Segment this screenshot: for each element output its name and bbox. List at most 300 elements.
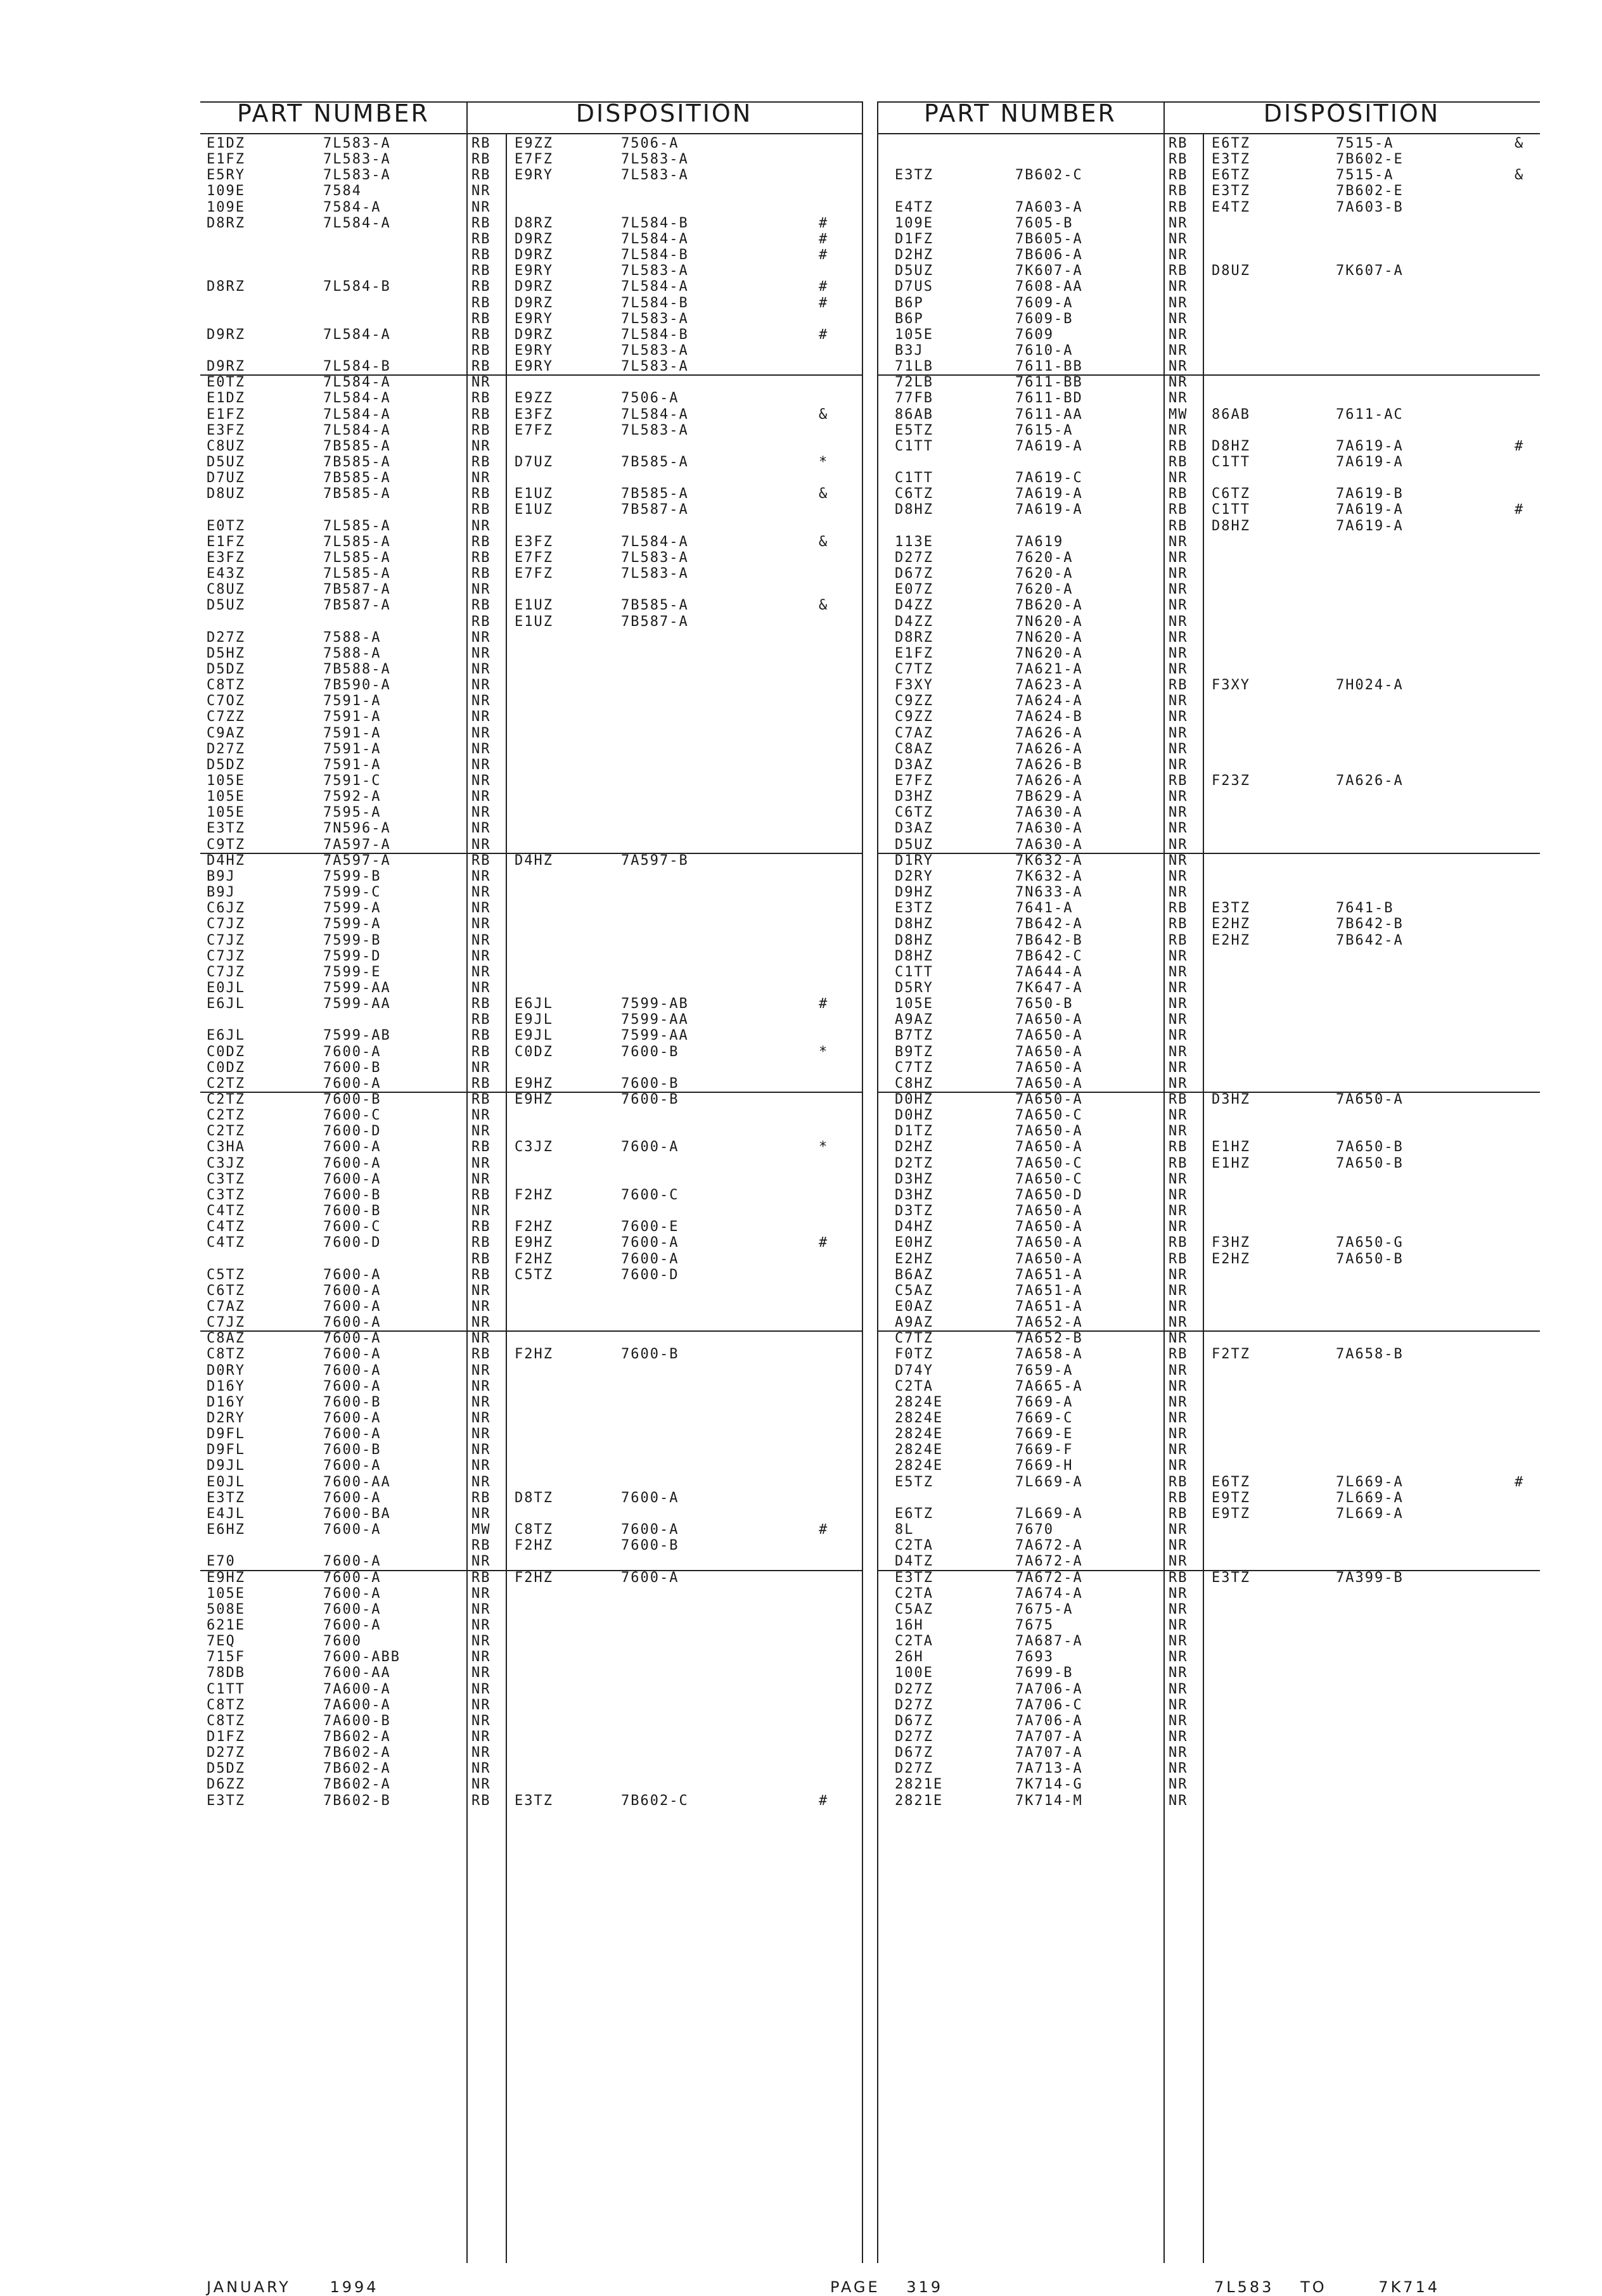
disposition-code: NR bbox=[1169, 1665, 1188, 1681]
replacement-base: 7L669-A bbox=[1336, 1505, 1404, 1522]
disposition-code: RB bbox=[471, 533, 491, 550]
disposition-code: RB bbox=[1169, 1346, 1188, 1363]
disposition-code: NR bbox=[471, 677, 491, 694]
part-base: 7600-AA bbox=[323, 1665, 391, 1681]
disposition-code: NR bbox=[1169, 326, 1188, 343]
part-prefix: D67Z bbox=[895, 566, 933, 582]
disposition-code: NR bbox=[471, 1155, 491, 1171]
note-mark: # bbox=[819, 279, 829, 295]
replacement-prefix: E1HZ bbox=[1212, 1155, 1250, 1171]
left-top-rule bbox=[200, 101, 862, 103]
disposition-code: NR bbox=[471, 916, 491, 933]
disposition-code: RB bbox=[1169, 1489, 1188, 1506]
part-prefix: 109E bbox=[207, 183, 245, 200]
disposition-code: NR bbox=[1169, 359, 1188, 375]
part-base: 7L585-A bbox=[323, 549, 391, 566]
part-prefix: D74Y bbox=[895, 1362, 933, 1379]
part-prefix: C1TT bbox=[895, 438, 933, 454]
part-base: 7600-A bbox=[323, 1346, 381, 1363]
part-prefix: D1FZ bbox=[895, 231, 933, 247]
part-base: 7A713-A bbox=[1015, 1761, 1083, 1777]
part-prefix: 2824E bbox=[895, 1426, 944, 1443]
note-mark: * bbox=[819, 1139, 829, 1156]
part-base: 7A658-A bbox=[1015, 1346, 1083, 1363]
disposition-code: RB bbox=[471, 295, 491, 311]
replacement-base: 7L584-B bbox=[621, 326, 689, 343]
part-base: 7B642-B bbox=[1015, 932, 1083, 948]
disposition-code: NR bbox=[1169, 231, 1188, 247]
disposition-code: NR bbox=[1169, 629, 1188, 646]
disposition-code: NR bbox=[1169, 549, 1188, 566]
replacement-prefix: D7UZ bbox=[515, 454, 553, 470]
part-prefix: 715F bbox=[207, 1649, 245, 1666]
part-base: 7A665-A bbox=[1015, 1378, 1083, 1394]
part-prefix: C2TZ bbox=[207, 1123, 245, 1140]
disposition-code: RB bbox=[471, 1235, 491, 1251]
part-prefix: C1TT bbox=[895, 470, 933, 487]
part-prefix: D1FZ bbox=[207, 1729, 245, 1745]
disposition-code: NR bbox=[1169, 725, 1188, 741]
part-prefix: E07Z bbox=[895, 582, 933, 598]
part-prefix: D9FL bbox=[207, 1442, 245, 1458]
replacement-prefix: E9RY bbox=[515, 263, 553, 279]
disposition-code: RB bbox=[471, 1012, 491, 1028]
part-prefix: C7JZ bbox=[207, 1315, 245, 1331]
part-base: 7600-A bbox=[323, 1282, 381, 1299]
part-prefix: C7JZ bbox=[207, 948, 245, 964]
replacement-prefix: E3TZ bbox=[1212, 900, 1250, 917]
part-base: 7599-A bbox=[323, 900, 381, 917]
disposition-code: NR bbox=[471, 1585, 491, 1602]
part-base: 7600-AA bbox=[323, 1474, 391, 1490]
part-prefix: C2TA bbox=[895, 1633, 933, 1650]
part-prefix: C7JZ bbox=[207, 932, 245, 948]
part-base: 7A619-A bbox=[1015, 438, 1083, 454]
part-prefix: A9AZ bbox=[895, 1012, 933, 1028]
replacement-prefix: F2HZ bbox=[515, 1346, 553, 1363]
disposition-code: NR bbox=[471, 820, 491, 837]
part-base: 7A651-A bbox=[1015, 1282, 1083, 1299]
group-separator bbox=[877, 1330, 1540, 1332]
part-prefix: E3TZ bbox=[895, 1569, 933, 1586]
part-prefix: C2TZ bbox=[207, 1107, 245, 1124]
part-prefix: D7UZ bbox=[207, 470, 245, 487]
replacement-base: 7A619-B bbox=[1336, 486, 1404, 502]
part-prefix: D8HZ bbox=[895, 916, 933, 933]
disposition-code: RB bbox=[471, 996, 491, 1012]
part-prefix: C7TZ bbox=[895, 661, 933, 677]
replacement-prefix: E6TZ bbox=[1212, 136, 1250, 151]
disposition-code: NR bbox=[1169, 582, 1188, 598]
disposition-code: NR bbox=[1169, 1776, 1188, 1793]
replacement-base: 7600-A bbox=[621, 1569, 679, 1586]
part-prefix: D1TZ bbox=[895, 1123, 933, 1140]
footer-page bbox=[830, 2278, 943, 2296]
disposition-code: RB bbox=[471, 1219, 491, 1235]
disposition-code: NR bbox=[1169, 1745, 1188, 1761]
part-prefix: C8UZ bbox=[207, 438, 245, 454]
disposition-code: NR bbox=[471, 1553, 491, 1570]
replacement-base: 7A619-A bbox=[1336, 502, 1404, 518]
part-prefix: E1DZ bbox=[207, 136, 245, 151]
part-prefix: C4TZ bbox=[207, 1203, 245, 1220]
replacement-base: 7L584-A bbox=[621, 231, 689, 247]
part-prefix: D5UZ bbox=[895, 263, 933, 279]
disposition-code: RB bbox=[471, 1092, 491, 1107]
part-prefix: E1FZ bbox=[207, 406, 245, 423]
disposition-code: NR bbox=[471, 756, 491, 773]
part-prefix: D4ZZ bbox=[895, 597, 933, 614]
disposition-code: NR bbox=[471, 1761, 491, 1777]
disposition-code: NR bbox=[1169, 597, 1188, 614]
part-base: 7L585-A bbox=[323, 518, 391, 534]
part-base: 7A619-A bbox=[1015, 502, 1083, 518]
part-prefix: E3TZ bbox=[207, 1489, 245, 1506]
part-base: 7A650-A bbox=[1015, 1012, 1083, 1028]
part-base: 7591-A bbox=[323, 709, 381, 725]
part-prefix: F3XY bbox=[895, 677, 933, 694]
replacement-base: 7A650-A bbox=[1336, 1092, 1404, 1107]
replacement-base: 7600-B bbox=[621, 1538, 679, 1554]
replacement-prefix: E3TZ bbox=[1212, 1569, 1250, 1586]
note-mark: # bbox=[819, 996, 829, 1012]
part-prefix: E0TZ bbox=[207, 518, 245, 534]
part-prefix: C2TA bbox=[895, 1378, 933, 1394]
note-mark: # bbox=[819, 1235, 829, 1251]
part-base: 7693 bbox=[1015, 1649, 1054, 1666]
part-base: 7600-A bbox=[323, 1489, 381, 1506]
replacement-prefix: E9RY bbox=[515, 359, 553, 375]
group-separator bbox=[877, 374, 1540, 376]
disposition-code: RB bbox=[471, 852, 491, 869]
disposition-code: RB bbox=[1169, 167, 1188, 184]
part-prefix: A9AZ bbox=[895, 1315, 933, 1331]
disposition-code: NR bbox=[471, 789, 491, 805]
part-base: 7600-B bbox=[323, 1394, 381, 1410]
disposition-code: RB bbox=[471, 613, 491, 630]
replacement-base: 7515-A bbox=[1336, 167, 1394, 184]
disposition-code: RB bbox=[471, 136, 491, 151]
disposition-code: NR bbox=[471, 1712, 491, 1729]
part-prefix: 105E bbox=[207, 773, 245, 789]
replacement-prefix: F2HZ bbox=[515, 1219, 553, 1235]
part-prefix: E1DZ bbox=[207, 390, 245, 407]
group-separator bbox=[877, 1570, 1540, 1571]
disposition-code: NR bbox=[471, 1745, 491, 1761]
disposition-code: NR bbox=[471, 900, 491, 917]
part-prefix: C2TZ bbox=[207, 1075, 245, 1092]
disposition-code: NR bbox=[1169, 1171, 1188, 1187]
disposition-code: NR bbox=[1169, 693, 1188, 710]
part-prefix: E4JL bbox=[207, 1505, 245, 1522]
disposition-code: NR bbox=[1169, 1792, 1188, 1809]
part-base: 7A630-A bbox=[1015, 836, 1083, 853]
replacement-base: 7B587-A bbox=[621, 502, 689, 518]
replacement-prefix: E9HZ bbox=[515, 1235, 553, 1251]
part-base: 7584-A bbox=[323, 199, 381, 215]
part-base: 7B585-A bbox=[323, 486, 391, 502]
replacement-base: 7A619-A bbox=[1336, 518, 1404, 534]
part-base: 7611-BB bbox=[1015, 374, 1083, 391]
part-prefix: D27Z bbox=[207, 629, 245, 646]
part-base: 7650-B bbox=[1015, 996, 1073, 1012]
footer-year: 1994 bbox=[330, 2278, 379, 2296]
part-base: 7600-A bbox=[323, 1315, 381, 1331]
disposition-code: NR bbox=[1169, 1298, 1188, 1315]
disposition-code: NR bbox=[1169, 1697, 1188, 1713]
disposition-code: NR bbox=[1169, 1107, 1188, 1124]
disposition-code: RB bbox=[1169, 486, 1188, 502]
disposition-code: NR bbox=[1169, 805, 1188, 821]
part-base: 7600-A bbox=[323, 1171, 381, 1187]
part-base: 7599-B bbox=[323, 868, 381, 884]
part-base: 7599-AA bbox=[323, 979, 391, 996]
note-mark: # bbox=[819, 247, 829, 264]
part-base: 7B606-A bbox=[1015, 247, 1083, 264]
part-prefix: 2821E bbox=[895, 1792, 944, 1809]
replacement-base: 7600-B bbox=[621, 1043, 679, 1060]
part-base: 7600-B bbox=[323, 1203, 381, 1220]
part-base: 7605-B bbox=[1015, 215, 1073, 231]
disposition-code: NR bbox=[471, 183, 491, 200]
part-prefix: B9TZ bbox=[895, 1043, 933, 1060]
replacement-prefix: E9RY bbox=[515, 167, 553, 184]
part-base: 7N620-A bbox=[1015, 645, 1083, 661]
part-base: 7600-BA bbox=[323, 1505, 391, 1522]
part-base: 7641-A bbox=[1015, 900, 1073, 917]
disposition-code: RB bbox=[1169, 1569, 1188, 1586]
part-base: 7L583-A bbox=[323, 151, 391, 168]
part-base: 7L584-A bbox=[323, 374, 391, 391]
replacement-prefix: C1TT bbox=[1212, 502, 1250, 518]
part-base: 7600-A bbox=[323, 1522, 381, 1538]
disposition-code: RB bbox=[1169, 1505, 1188, 1522]
part-prefix: C4TZ bbox=[207, 1219, 245, 1235]
part-base: 7A650-A bbox=[1015, 1028, 1083, 1044]
replacement-prefix: D8RZ bbox=[515, 215, 553, 231]
disposition-code: RB bbox=[471, 342, 491, 359]
part-prefix: C7AZ bbox=[895, 725, 933, 741]
part-prefix: D5DZ bbox=[207, 1761, 245, 1777]
part-base: 7599-D bbox=[323, 948, 381, 964]
replacement-base: 7599-AA bbox=[621, 1012, 689, 1028]
part-prefix: F0TZ bbox=[895, 1346, 933, 1363]
group-separator bbox=[200, 1330, 862, 1332]
note-mark: & bbox=[819, 597, 829, 614]
part-base: 7600-C bbox=[323, 1107, 381, 1124]
part-prefix: E0TZ bbox=[207, 374, 245, 391]
part-prefix: 7EQ bbox=[207, 1633, 236, 1650]
replacement-prefix: E1UZ bbox=[515, 613, 553, 630]
right-part-divider bbox=[1163, 101, 1165, 2263]
part-base: 7A650-A bbox=[1015, 1235, 1083, 1251]
part-base: 7600-A bbox=[323, 1426, 381, 1443]
replacement-base: 7L583-A bbox=[621, 359, 689, 375]
part-prefix: D2RY bbox=[207, 1410, 245, 1426]
part-prefix: 100E bbox=[895, 1665, 933, 1681]
replacement-base: 7A650-G bbox=[1336, 1235, 1404, 1251]
part-base: 7A630-A bbox=[1015, 820, 1083, 837]
part-base: 7A600-A bbox=[323, 1681, 391, 1697]
part-base: 7584 bbox=[323, 183, 362, 200]
part-prefix: D5RY bbox=[895, 979, 933, 996]
part-base: 7B620-A bbox=[1015, 597, 1083, 614]
part-base: 7A650-A bbox=[1015, 1203, 1083, 1220]
note-mark: & bbox=[819, 486, 829, 502]
replacement-prefix: E9JL bbox=[515, 1028, 553, 1044]
disposition-code: RB bbox=[471, 1346, 491, 1363]
part-base: 7A626-B bbox=[1015, 756, 1083, 773]
disposition-code: NR bbox=[1169, 295, 1188, 311]
part-prefix: 105E bbox=[207, 1585, 245, 1602]
disposition-code: NR bbox=[471, 948, 491, 964]
replacement-base: 7L584-B bbox=[621, 215, 689, 231]
replacement-prefix: E3FZ bbox=[515, 406, 553, 423]
disposition-code: NR bbox=[471, 645, 491, 661]
part-prefix: 621E bbox=[207, 1617, 245, 1633]
part-prefix: 86AB bbox=[895, 406, 933, 423]
disposition-code: NR bbox=[1169, 1043, 1188, 1060]
disposition-code: RB bbox=[1169, 900, 1188, 917]
part-base: 7B605-A bbox=[1015, 231, 1083, 247]
replacement-base: 7L669-A bbox=[1336, 1489, 1404, 1506]
disposition-code: NR bbox=[471, 932, 491, 948]
replacement-base: 7L584-A bbox=[621, 279, 689, 295]
disposition-code: RB bbox=[471, 279, 491, 295]
disposition-code: RB bbox=[471, 215, 491, 231]
note-mark: & bbox=[1515, 136, 1525, 151]
part-prefix: D3TZ bbox=[895, 1203, 933, 1220]
replacement-base: 7B642-B bbox=[1336, 916, 1404, 933]
replacement-prefix: E2HZ bbox=[1212, 932, 1250, 948]
replacement-base: 7B602-C bbox=[621, 1792, 689, 1809]
part-base: 7591-A bbox=[323, 741, 381, 757]
disposition-code: NR bbox=[1169, 1729, 1188, 1745]
group-separator bbox=[200, 853, 862, 854]
replacement-prefix: E7FZ bbox=[515, 549, 553, 566]
part-base: 7B602-A bbox=[323, 1745, 391, 1761]
part-base: 7600-A bbox=[323, 1410, 381, 1426]
part-base: 7L584-B bbox=[323, 279, 391, 295]
disposition-code: RB bbox=[1169, 151, 1188, 168]
replacement-prefix: E3TZ bbox=[1212, 151, 1250, 168]
part-base: 7A619 bbox=[1015, 533, 1064, 550]
group-separator bbox=[877, 1092, 1540, 1093]
disposition-code: NR bbox=[471, 773, 491, 789]
disposition-code: RB bbox=[1169, 677, 1188, 694]
part-prefix: C6JZ bbox=[207, 900, 245, 917]
part-base: 7A650-C bbox=[1015, 1171, 1083, 1187]
disposition-code: NR bbox=[1169, 1315, 1188, 1331]
part-prefix: D5UZ bbox=[895, 836, 933, 853]
disposition-code: NR bbox=[471, 1697, 491, 1713]
disposition-code: NR bbox=[471, 1378, 491, 1394]
part-base: 7K632-A bbox=[1015, 868, 1083, 884]
part-base: 7L584-A bbox=[323, 422, 391, 438]
part-base: 7600-A bbox=[323, 1601, 381, 1617]
footer-month: JANUARY bbox=[207, 2278, 291, 2296]
part-prefix: C2TA bbox=[895, 1585, 933, 1602]
replacement-prefix: E1HZ bbox=[1212, 1139, 1250, 1156]
part-prefix: D3HZ bbox=[895, 789, 933, 805]
part-prefix: E0AZ bbox=[895, 1298, 933, 1315]
part-base: 7A651-A bbox=[1015, 1266, 1083, 1283]
part-prefix: D4TZ bbox=[895, 1553, 933, 1570]
part-prefix: D67Z bbox=[895, 1745, 933, 1761]
part-prefix: E6JL bbox=[207, 996, 245, 1012]
replacement-base: 7600-A bbox=[621, 1251, 679, 1267]
left-header-rule bbox=[200, 133, 862, 134]
left-code-divider bbox=[506, 133, 507, 2263]
part-prefix: B3J bbox=[895, 342, 924, 359]
part-base: 7B590-A bbox=[323, 677, 391, 694]
part-base: 7L584-B bbox=[323, 359, 391, 375]
disposition-code: NR bbox=[1169, 1362, 1188, 1379]
part-prefix: C2TA bbox=[895, 1538, 933, 1554]
part-prefix: E3FZ bbox=[207, 549, 245, 566]
disposition-code: RB bbox=[1169, 199, 1188, 215]
part-base: 7599-B bbox=[323, 932, 381, 948]
replacement-base: 7599-AA bbox=[621, 1028, 689, 1044]
note-mark: & bbox=[819, 406, 829, 423]
replacement-prefix: F2HZ bbox=[515, 1187, 553, 1203]
part-prefix: 109E bbox=[895, 215, 933, 231]
footer-date bbox=[207, 2278, 379, 2296]
part-base: 7A687-A bbox=[1015, 1633, 1083, 1650]
part-prefix: D2HZ bbox=[895, 1139, 933, 1156]
part-prefix: D8HZ bbox=[895, 502, 933, 518]
part-prefix: E9HZ bbox=[207, 1569, 245, 1586]
part-base: 7L585-A bbox=[323, 566, 391, 582]
replacement-prefix: E7FZ bbox=[515, 566, 553, 582]
part-prefix: C7JZ bbox=[207, 916, 245, 933]
part-base: 7675-A bbox=[1015, 1601, 1073, 1617]
part-prefix: E6HZ bbox=[207, 1522, 245, 1538]
part-prefix: C9AZ bbox=[207, 725, 245, 741]
note-mark: * bbox=[819, 454, 829, 470]
part-base: 7L584-A bbox=[323, 215, 391, 231]
replacement-prefix: E1UZ bbox=[515, 597, 553, 614]
note-mark: # bbox=[1515, 438, 1525, 454]
part-base: 7600-D bbox=[323, 1235, 381, 1251]
part-prefix: E43Z bbox=[207, 566, 245, 582]
replacement-base: 7L583-A bbox=[621, 422, 689, 438]
disposition-code: NR bbox=[1169, 422, 1188, 438]
note-mark: # bbox=[819, 326, 829, 343]
part-base: 7599-A bbox=[323, 916, 381, 933]
part-prefix: E3TZ bbox=[895, 900, 933, 917]
replacement-prefix: F3XY bbox=[1212, 677, 1250, 694]
part-base: 7A650-A bbox=[1015, 1092, 1083, 1107]
part-base: 7A651-A bbox=[1015, 1298, 1083, 1315]
disposition-code: RB bbox=[471, 1569, 491, 1586]
part-base: 7659-A bbox=[1015, 1362, 1073, 1379]
part-prefix: E3TZ bbox=[895, 167, 933, 184]
part-base: 7620-A bbox=[1015, 582, 1073, 598]
part-prefix: E0HZ bbox=[895, 1235, 933, 1251]
disposition-code: NR bbox=[471, 1442, 491, 1458]
replacement-prefix: E2HZ bbox=[1212, 1251, 1250, 1267]
part-base: 7N620-A bbox=[1015, 613, 1083, 630]
part-prefix: D4HZ bbox=[207, 852, 245, 869]
part-prefix: E2HZ bbox=[895, 1251, 933, 1267]
part-base: 7600-D bbox=[323, 1123, 381, 1140]
replacement-prefix: E9ZZ bbox=[515, 390, 553, 407]
replacement-base: 7A619-A bbox=[1336, 454, 1404, 470]
disposition-code: RB bbox=[471, 1266, 491, 1283]
part-base: 7L585-A bbox=[323, 533, 391, 550]
disposition-code: NR bbox=[471, 1394, 491, 1410]
